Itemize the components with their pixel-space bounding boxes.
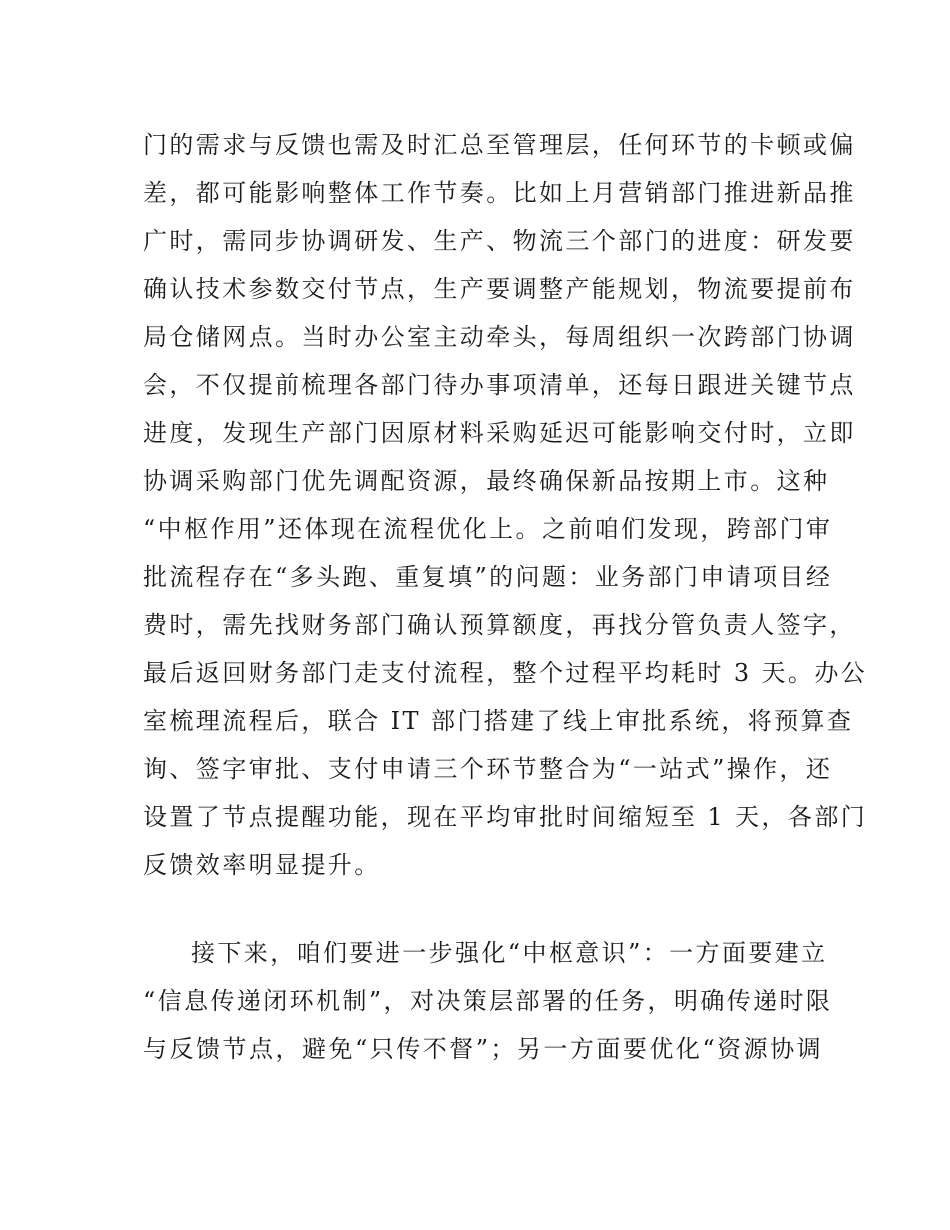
text-line: 询、签字审批、支付申请三个环节整合为“一站式”操作，还 [143,755,833,783]
text-line: 接下来，咱们要进一步强化“中枢意识”：一方面要建立 [191,939,828,967]
text-line: 最后返回财务部门走支付流程，整个过程平均耗时 3 天。办公 [143,659,868,687]
text-line: 批流程存在“多头跑、重复填”的问题：业务部门申请项目经 [143,563,833,591]
text-line: 会，不仅提前梳理各部门待办事项清单，还每日跟进关键节点 [143,371,856,399]
text-line: 确认技术参数交付节点，生产要调整产能规划，物流要提前布 [143,275,856,303]
text-line: 室梳理流程后，联合 IT 部门搭建了线上审批系统，将预算查 [143,707,854,735]
text-line: 进度，发现生产部门因原材料采购延迟可能影响交付时，立即 [143,419,856,447]
text-line: 局仓储网点。当时办公室主动牵头，每周组织一次跨部门协调 [143,323,856,351]
text-line: 广时，需同步协调研发、生产、物流三个部门的进度：研发要 [143,227,856,255]
text-line: 门的需求与反馈也需及时汇总至管理层，任何环节的卡顿或偏 [143,131,856,159]
text-line: 协调采购部门优先调配资源，最终确保新品按期上市。这种 [143,467,830,495]
text-line: 设置了节点提醒功能，现在平均审批时间缩短至 1 天，各部门 [143,803,868,831]
text-line: “信息传递闭环机制”，对决策层部署的任务，明确传递时限 [143,987,833,1015]
text-line: 反馈效率明显提升。 [143,851,381,879]
text-line: 与反馈节点，避免“只传不督”；另一方面要优化“资源协调 [143,1035,823,1063]
text-line: “中枢作用”还体现在流程优化上。之前咱们发现，跨部门审 [143,515,833,543]
text-line: 差，都可能影响整体工作节奏。比如上月营销部门推进新品推 [143,179,856,207]
text-line: 费时，需先找财务部门确认预算额度，再找分管负责人签字， [143,611,856,639]
